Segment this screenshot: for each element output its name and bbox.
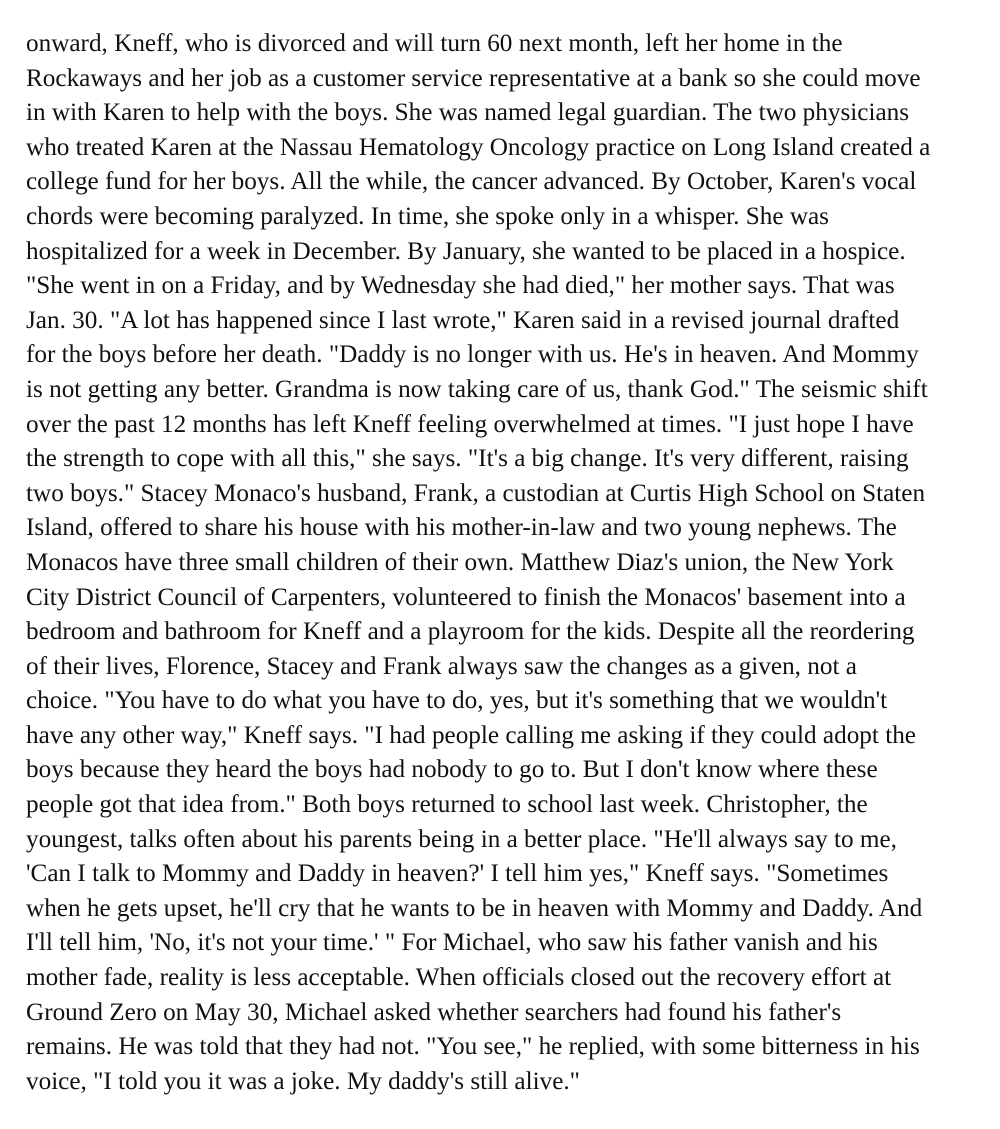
text-line: Jan. 30. "A lot has happened since I last wrote," Karen said in a revised journal drafted <box>26 306 900 334</box>
text-line: I'll tell him, 'No, it's not your time.' " For Michael, who saw his father vanish and his <box>26 929 878 957</box>
text-line: youngest, talks often about his parents being in a better place. "He'll always say to me, <box>26 825 897 853</box>
text-line: remains. He was told that they had not. "You see," he replied, with some bitterness in his <box>26 1033 920 1061</box>
text-line: Monacos have three small children of their own. Matthew Diaz's union, the New York <box>26 548 894 576</box>
text-line: "She went in on a Friday, and by Wednesday she had died," her mother says. That was <box>26 272 895 300</box>
text-line: over the past 12 months has left Kneff feeling overwhelmed at times. "I just hope I have <box>26 410 914 438</box>
text-line: for the boys before her death. "Daddy is no longer with us. He's in heaven. And Mommy <box>26 341 919 369</box>
article-body <box>26 27 986 1099</box>
text-line: people got that idea from." Both boys returned to school last week. Christopher, the <box>26 791 868 819</box>
text-line: chords were becoming paralyzed. In time, she spoke only in a whisper. She was <box>26 202 829 230</box>
text-line: Island, offered to share his house with his mother-in-law and two young nephews. The <box>26 514 897 542</box>
text-line: is not getting any better. Grandma is now taking care of us, thank God." The seismic shift <box>26 375 928 403</box>
text-line: of their lives, Florence, Stacey and Frank always saw the changes as a given, not a <box>26 652 857 680</box>
text-line: mother fade, reality is less acceptable. When officials closed out the recovery effort at <box>26 964 892 992</box>
text-line: hospitalized for a week in December. By January, she wanted to be placed in a hospice. <box>26 237 906 265</box>
text-line: two boys." Stacey Monaco's husband, Frank, a custodian at Curtis High School on Staten <box>26 479 926 507</box>
text-line: Rockaways and her job as a customer service representative at a bank so she could move <box>26 64 921 92</box>
text-line: the strength to cope with all this," she says. "It's a big change. It's very different, raising <box>26 445 909 473</box>
text-line: City District Council of Carpenters, volunteered to finish the Monacos' basement into a <box>26 583 906 611</box>
text-line: Ground Zero on May 30, Michael asked whether searchers had found his father's <box>26 998 842 1026</box>
text-line: 'Can I talk to Mommy and Daddy in heaven?' I tell him yes," Kneff says. "Sometimes <box>26 860 889 888</box>
text-line: in with Karen to help with the boys. She was named legal guardian. The two physicians <box>26 99 910 127</box>
text-line: onward, Kneff, who is divorced and will turn 60 next month, left her home in the <box>26 30 843 57</box>
text-line: bedroom and bathroom for Kneff and a playroom for the kids. Despite all the reordering <box>26 618 915 646</box>
text-line: who treated Karen at the Nassau Hematology Oncology practice on Long Island created a <box>26 133 931 161</box>
text-line: college fund for her boys. All the while, the cancer advanced. By October, Karen's vocal <box>26 168 917 196</box>
text-line: choice. "You have to do what you have to do, yes, but it's something that we wouldn't <box>26 687 888 715</box>
text-line: voice, "I told you it was a joke. My daddy's still alive." <box>26 1067 580 1095</box>
text-line: boys because they heard the boys had nobody to go to. But I don't know where these <box>26 756 878 784</box>
text-line: when he gets upset, he'll cry that he wants to be in heaven with Mommy and Daddy. And <box>26 894 923 922</box>
text-line: have any other way," Kneff says. "I had people calling me asking if they could adopt the <box>26 721 916 749</box>
